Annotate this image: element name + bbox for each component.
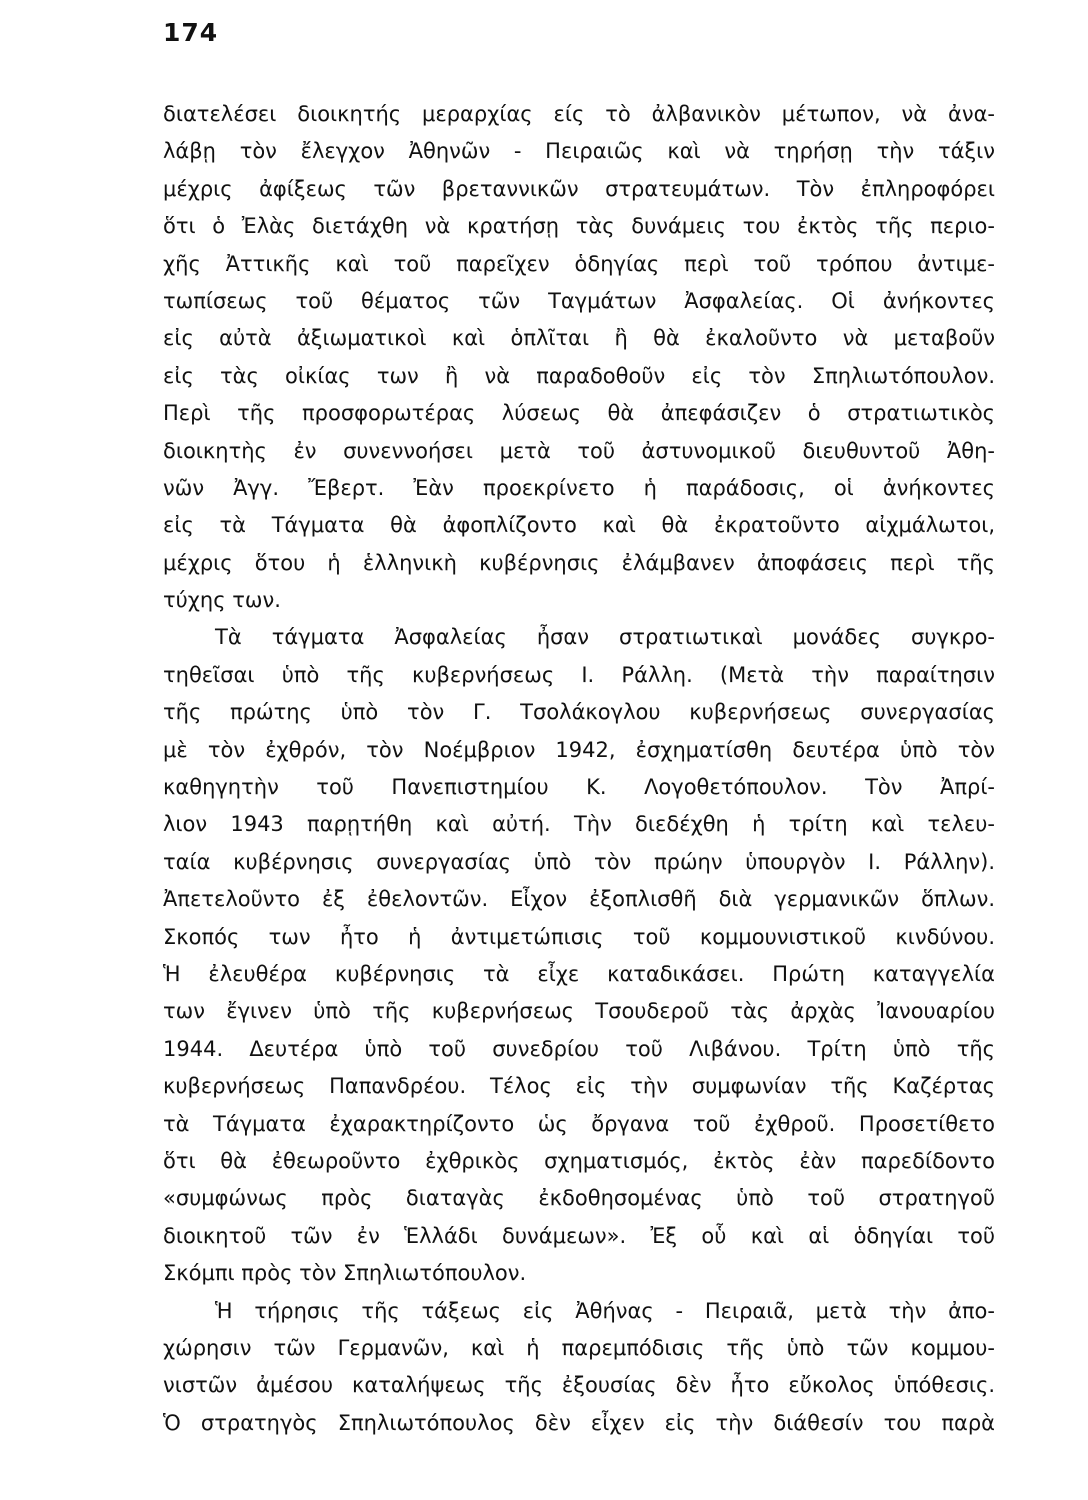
text-line: «συμφώνως πρὸς διαταγὰς ἐκδοθησομένας ὑπὸ τοῦ στρατηγοῦ — [163, 1186, 995, 1211]
text-line: διατελέσει διοικητής μεραρχίας είς τὸ ἀλβανικὸν μέτωπον, νὰ ἀνα- — [163, 102, 995, 126]
text-line: Σκοπός των ἦτο ἡ ἀντιμετώπισις τοῦ κομμουνιστικοῦ κινδύνου. — [163, 924, 995, 949]
text-line: τῆς πρώτης ὑπὸ τὸν Γ. Τσολάκογλου κυβερνήσεως συνεργασίας — [163, 700, 995, 725]
body-text — [163, 96, 995, 1442]
text-line: χῆς Ἀττικῆς καὶ τοῦ παρεῖχεν ὁδηγίας περὶ τοῦ τρόπου ἀντιμε- — [163, 251, 995, 276]
text-line: νῶν Ἀγγ. Ἔβερτ. Ἐὰν προεκρίνετο ἡ παράδοσις, οἱ ἀνήκοντες — [163, 475, 995, 500]
text-line: καθηγητὴν τοῦ Πανεπιστημίου Κ. Λογοθετόπουλον. Τὸν Ἀπρί- — [163, 775, 995, 800]
text-line: Σκόμπι πρὸς τὸν Σπηλιωτόπουλον. — [163, 1261, 527, 1286]
text-line: λάβῃ τὸν ἔλεγχον Ἀθηνῶν - Πειραιῶς καὶ νὰ τηρήσῃ τὴν τάξιν — [163, 139, 995, 164]
text-line: λιον 1943 παρῃτήθη καὶ αὐτή. Τὴν διεδέχθη ἡ τρίτη καὶ τελευ- — [163, 812, 995, 837]
text-line: τύχης των. — [163, 588, 281, 613]
text-line: τηθεῖσαι ὑπὸ τῆς κυβερνήσεως Ι. Ράλλη. (Μετὰ τὴν παραίτησιν — [163, 662, 995, 687]
text-line: ὅτι θὰ ἐθεωροῦντο ἐχθρικὸς σχηματισμός, ἐκτὸς ἐὰν παρεδίδοντο — [163, 1148, 995, 1173]
text-line: Ἀπετελοῦντο ἐξ ἐθελοντῶν. Εἶχον ἐξοπλισθῆ διὰ γερμανικῶν ὅπλων. — [163, 887, 995, 912]
text-line: χώρησιν τῶν Γερμανῶν, καὶ ἡ παρεμπόδισις τῆς ὑπὸ τῶν κομμου- — [163, 1335, 995, 1360]
text-line: Περὶ τῆς προσφορωτέρας λύσεως θὰ ἀπεφάσιζεν ὁ στρατιωτικὸς — [163, 401, 995, 426]
text-line: κυβερνήσεως Παπανδρέου. Τέλος εἰς τὴν συμφωνίαν τῆς Καζέρτας — [163, 1074, 995, 1099]
text-line: μέχρις ἀφίξεως τῶν βρεταννικῶν στρατευμάτων. Τὸν ἐπληροφόρει — [163, 176, 995, 201]
text-line: μὲ τὸν ἐχθρόν, τὸν Νοέμβριον 1942, ἐσχηματίσθη δευτέρα ὑπὸ τὸν — [163, 737, 995, 762]
text-line: Ἡ ἐλευθέρα κυβέρνησις τὰ εἶχε καταδικάσει. Πρώτη καταγγελία — [163, 961, 995, 986]
text-line: μέχρις ὅτου ἡ ἑλληνικὴ κυβέρνησις ἐλάμβανεν ἀποφάσεις περὶ τῆς — [163, 550, 995, 575]
text-line: Ἡ τήρησις τῆς τάξεως εἰς Ἀθήνας - Πειραιᾶ, μετὰ τὴν ἀπο- — [215, 1298, 995, 1323]
text-line: εἰς αὐτὰ ἀξιωματικοὶ καὶ ὁπλῖται ἢ θὰ ἐκαλοῦντο νὰ μεταβοῦν — [163, 326, 995, 351]
text-line: τὰ Τάγματα ἐχαρακτηρίζοντο ὡς ὄργανα τοῦ ἐχθροῦ. Προσετίθετο — [163, 1111, 995, 1136]
text-line: ταία κυβέρνησις συνεργασίας ὑπὸ τὸν πρώην ὑπουργὸν Ι. Ράλλην). — [163, 849, 995, 874]
text-line: διοικητὴς ἐν συνεννοήσει μετὰ τοῦ ἀστυνομικοῦ διευθυντοῦ Ἀθη- — [163, 438, 995, 463]
text-line: τωπίσεως τοῦ θέματος τῶν Ταγμάτων Ἀσφαλείας. Οἱ ἀνήκοντες — [163, 288, 995, 313]
page-number: 174 — [163, 18, 219, 47]
text-line: Τὰ τάγματα Ἀσφαλείας ἦσαν στρατιωτικαὶ μονάδες συγκρο- — [215, 625, 995, 650]
text-line: διοικητοῦ τῶν ἐν Ἑλλάδι δυνάμεων». Ἐξ οὗ καὶ αἱ ὁδηγίαι τοῦ — [163, 1223, 995, 1248]
text-line: 1944. Δευτέρα ὑπὸ τοῦ συνεδρίου τοῦ Λιβάνου. Τρίτη ὑπὸ τῆς — [163, 1036, 995, 1061]
text-line: εἰς τὰ Τάγματα θὰ ἀφοπλίζοντο καὶ θὰ ἐκρατοῦντο αἰχμάλωτοι, — [163, 513, 995, 538]
text-line: νιστῶν ἀμέσου καταλήψεως τῆς ἐξουσίας δὲν ἦτο εὔκολος ὑπόθεσις. — [163, 1373, 995, 1398]
text-line: Ὁ στρατηγὸς Σπηλιωτόπουλος δὲν εἶχεν εἰς τὴν διάθεσίν του παρὰ — [163, 1410, 995, 1435]
text-line: ὅτι ὁ Ἐλὰς διετάχθη νὰ κρατήσῃ τὰς δυνάμεις του ἐκτὸς τῆς περιο- — [163, 214, 995, 239]
text-line: εἰς τὰς οἰκίας των ἢ νὰ παραδοθοῦν εἰς τὸν Σπηλιωτόπουλον. — [163, 363, 995, 388]
text-line: των ἔγινεν ὑπὸ τῆς κυβερνήσεως Τσουδεροῦ τὰς ἀρχὰς Ἰανουαρίου — [163, 999, 995, 1024]
